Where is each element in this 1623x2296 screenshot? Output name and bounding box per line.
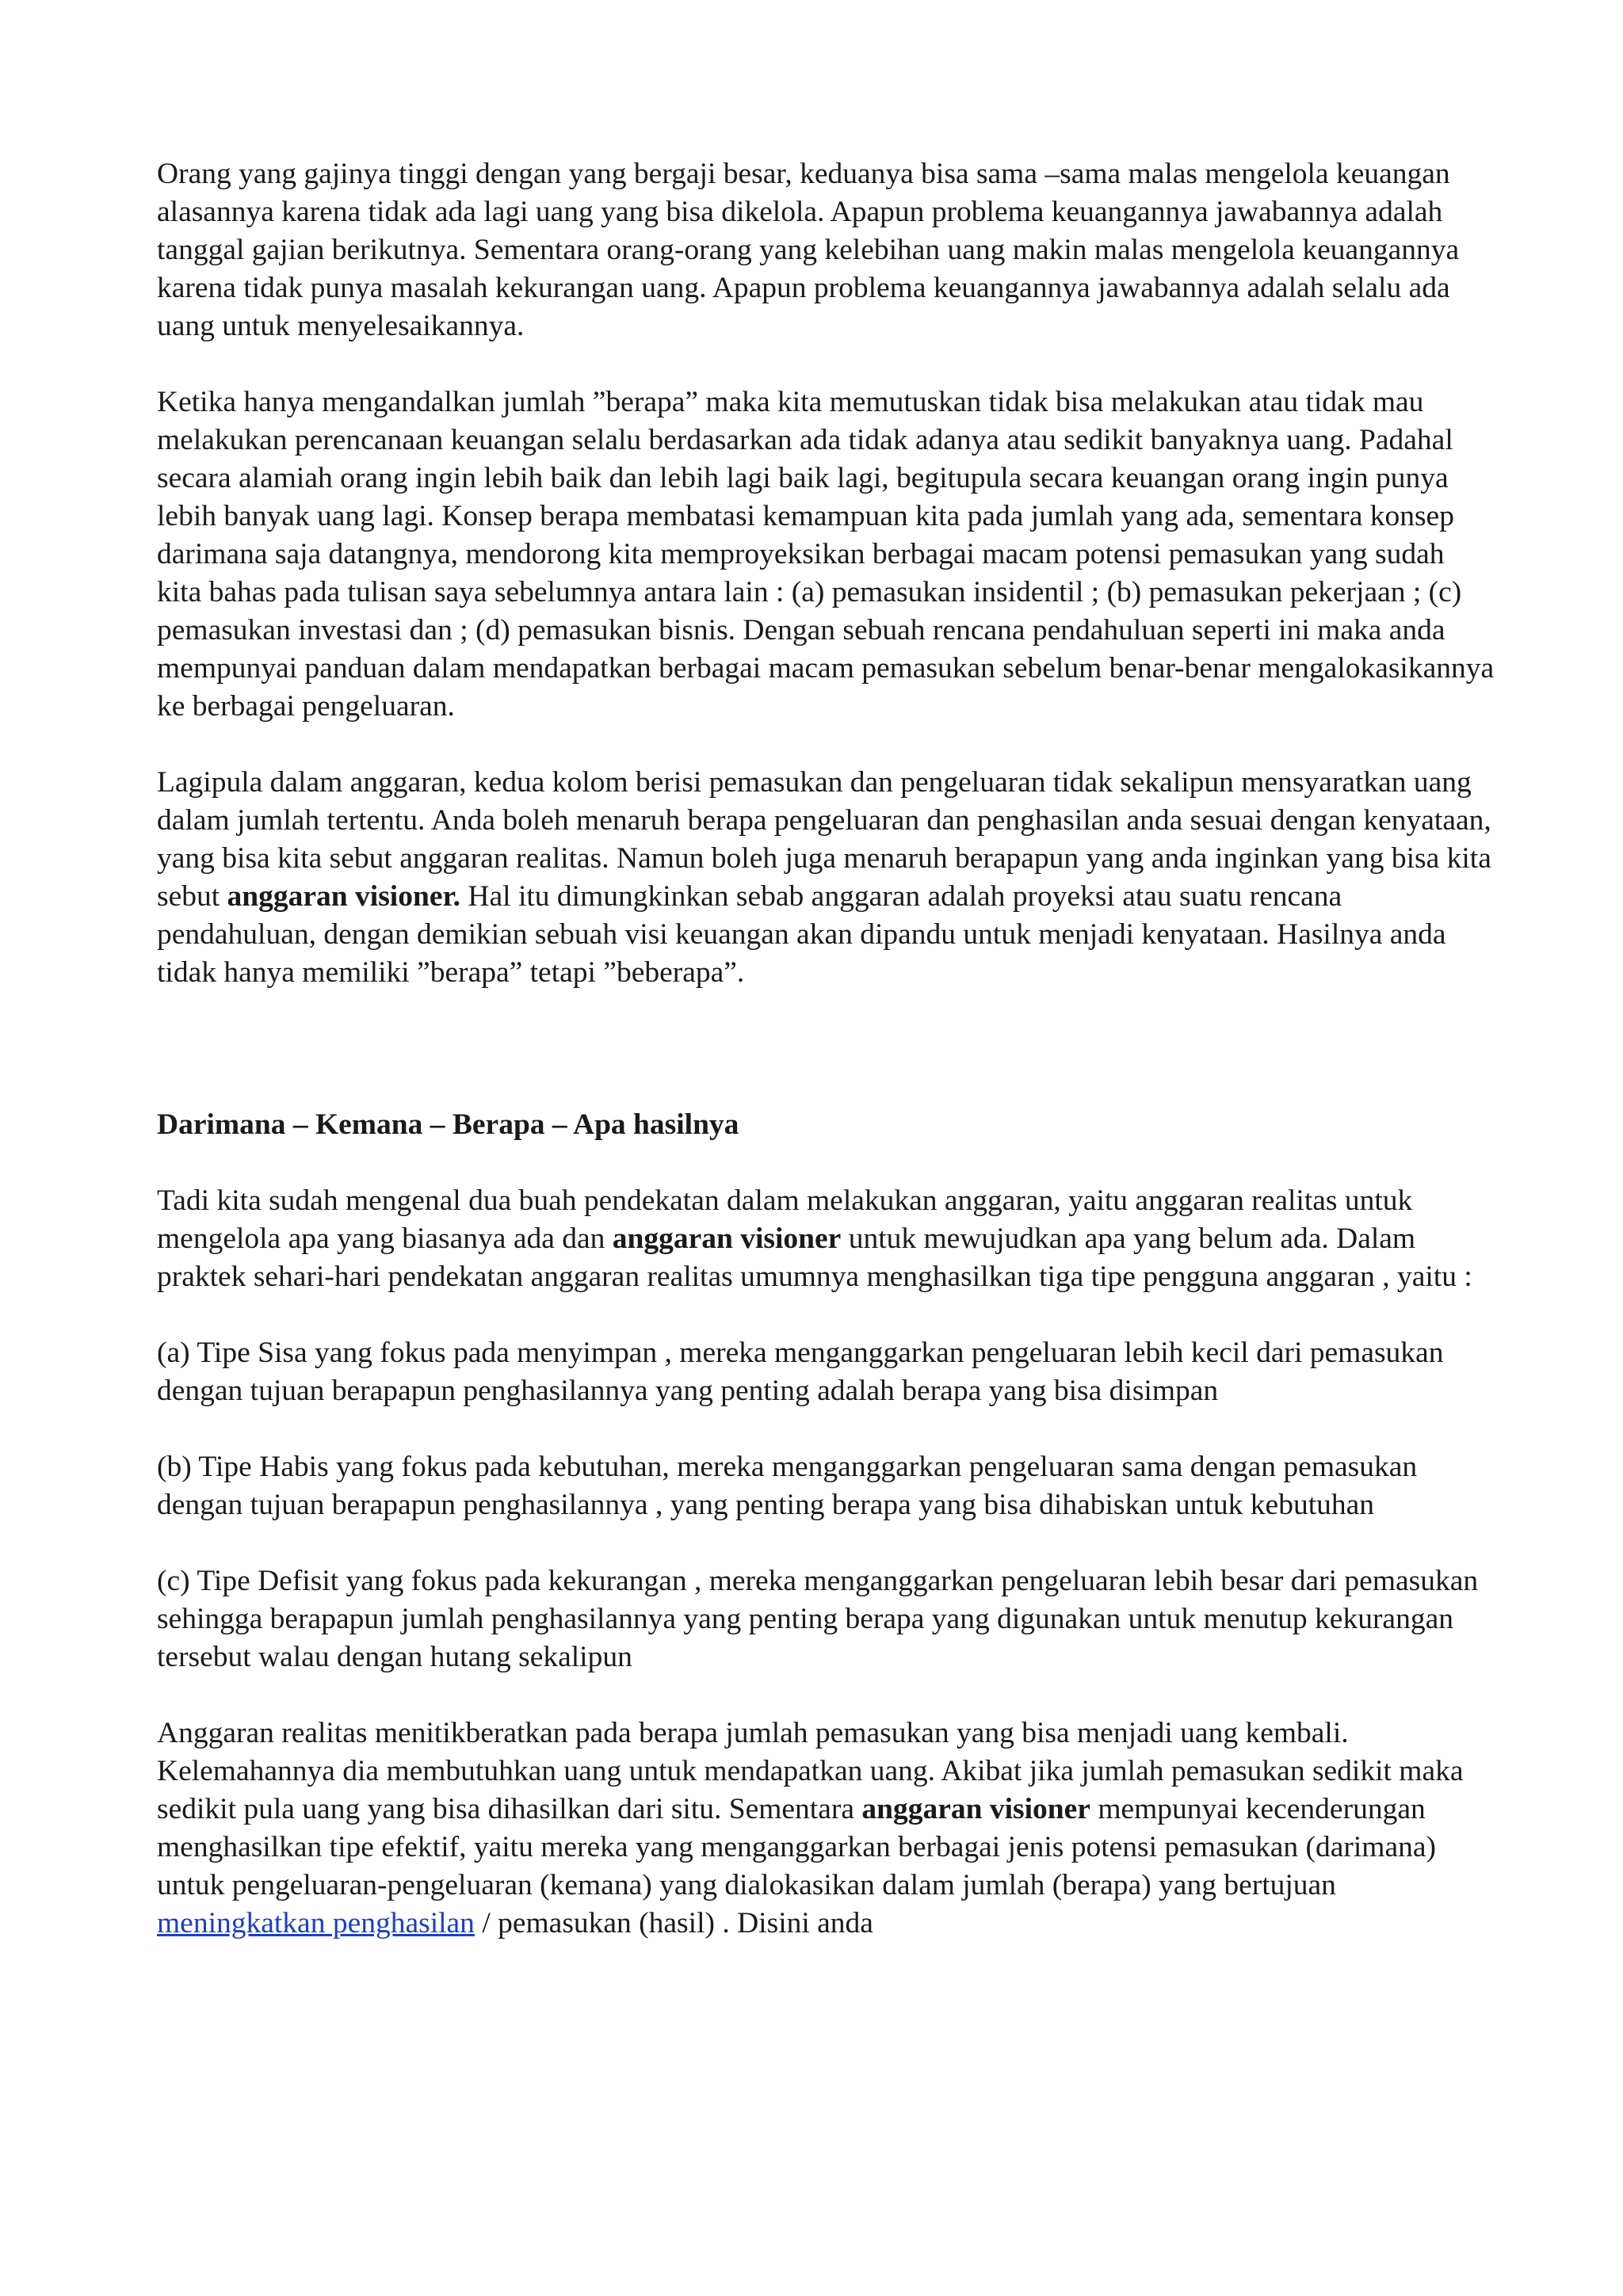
list-item-a bbox=[157, 1334, 1496, 1410]
paragraph-2-text: Ketika hanya mengandalkan jumlah ”berapa” maka kita memutuskan tidak bisa melakukan atau tidak mau melakukan perencanaan keuangan selalu berdasarkan ada tidak adanya atau sedikit banyaknya uang. Padahal secara alamiah orang ingin lebih baik dan lebih lagi baik lagi, begitupula secara keuangan orang ingin punya lebih banyak uang lagi. Konsep berapa membatasi kemampuan kita pada jumlah yang ada, sementara konsep darimana saja datangnya, mendorong kita memproyeksikan berbagai macam potensi pemasukan yang sudah kita bahas pada tulisan saya sebelumnya antara lain : (a) pemasukan insidentil ; (b) pemasukan pekerjaan ; (c) pemasukan investasi dan ; (d) pemasukan bisnis. Dengan sebuah rencana pendahuluan seperti ini maka anda mempunyai panduan dalam mendapatkan berbagai macam pemasukan sebelum benar-benar mengalokasikannya ke berbagai pengeluaran. bbox=[157, 386, 1495, 723]
list-item-b-text: (b) Tipe Habis yang fokus pada kebutuhan, mereka menganggarkan pengeluaran sama dengan pemasukan dengan tujuan berapapun penghasilannya , yang penting berapa yang bisa dihabiskan untuk kebutuhan bbox=[157, 1451, 1418, 1521]
paragraph-2 bbox=[157, 383, 1496, 726]
paragraph-8-text-b: mempunyai kecenderungan menghasilkan tipe efektif, yaitu mereka yang menganggarkan berbagai jenis potensi pemasukan (darimana) untuk pengeluaran-pengeluaran (kemana) yang dialokasikan dalam jumlah (berapa) yang bertujuan bbox=[157, 1793, 1436, 1901]
paragraph-8-text-c: / pemasukan (hasil) . Disini anda bbox=[474, 1907, 873, 1939]
paragraph-3 bbox=[157, 764, 1496, 992]
section-heading: Darimana – Kemana – Berapa – Apa hasilnya bbox=[157, 1108, 739, 1141]
paragraph-3-text-a: Lagipula dalam anggaran, kedua kolom berisi pemasukan dan pengeluaran tidak sekalipun mensyaratkan uang dalam jumlah tertentu. Anda boleh menaruh berapa pengeluaran dan penghasilan anda sesuai dengan kenyataan, yang bisa kita sebut anggaran realitas. Namun boleh juga menaruh berapapun yang anda inginkan yang bisa kita sebut bbox=[157, 766, 1491, 913]
section-spacer bbox=[157, 1030, 1496, 1106]
list-item-c bbox=[157, 1562, 1496, 1676]
paragraph-3-bold: anggaran visioner. bbox=[227, 880, 461, 913]
list-item-c-text: (c) Tipe Defisit yang fokus pada kekurangan , mereka menganggarkan pengeluaran lebih besar dari pemasukan sehingga berapapun jumlah penghasilannya yang penting berapa yang digunakan untuk menutup kekurangan tersebut walau dengan hutang sekalipun bbox=[157, 1565, 1479, 1673]
paragraph-4-bold: anggaran visioner bbox=[612, 1222, 842, 1255]
document-page bbox=[157, 155, 1496, 1981]
paragraph-1-text: Orang yang gajinya tinggi dengan yang bergaji besar, keduanya bisa sama –sama malas mengelola keuangan alasannya karena tidak ada lagi uang yang bisa dikelola. Apapun problema keuangannya jawabannya adalah tanggal gajian berikutnya. Sementara orang-orang yang kelebihan uang makin malas mengelola keuangannya karena tidak punya masalah kekurangan uang. Apapun problema keuangannya jawabannya adalah selalu ada uang untuk menyelesaikannya. bbox=[157, 158, 1460, 342]
paragraph-8-bold: anggaran visioner bbox=[861, 1793, 1090, 1825]
paragraph-8-text-a: Anggaran realitas menitikberatkan pada berapa jumlah pemasukan yang bisa menjadi uang kembali. Kelemahannya dia membutuhkan uang untuk mendapatkan uang. Akibat jika jumlah pemasukan sedikit maka sedikit pula uang yang bisa dihasilkan dari situ. Sementara bbox=[157, 1717, 1464, 1825]
paragraph-4-text-b: untuk mewujudkan apa yang belum ada. Dalam praktek sehari-hari pendekatan anggaran realitas umumnya menghasilkan tiga tipe pengguna anggaran , yaitu : bbox=[157, 1222, 1472, 1293]
paragraph-1 bbox=[157, 155, 1496, 345]
paragraph-8 bbox=[157, 1714, 1496, 1943]
list-item-a-text: (a) Tipe Sisa yang fokus pada menyimpan , mereka menganggarkan pengeluaran lebih kecil dari pemasukan dengan tujuan berapapun penghasilannya yang penting adalah berapa yang bisa disimpan bbox=[157, 1337, 1444, 1407]
paragraph-3-text-b: Hal itu dimungkinkan sebab anggaran adalah proyeksi atau suatu rencana pendahuluan, dengan demikian sebuah visi keuangan akan dipandu untuk menjadi kenyataan. Hasilnya anda tidak hanya memiliki ”berapa” tetapi ”beberapa”. bbox=[157, 880, 1446, 989]
paragraph-4 bbox=[157, 1182, 1496, 1296]
list-item-b bbox=[157, 1448, 1496, 1524]
paragraph-4-text-a: Tadi kita sudah mengenal dua buah pendekatan dalam melakukan anggaran, yaitu anggaran realitas untuk mengelola apa yang biasanya ada dan bbox=[157, 1184, 1413, 1255]
meningkatkan-penghasilan-link[interactable]: meningkatkan penghasilan bbox=[157, 1907, 475, 1939]
